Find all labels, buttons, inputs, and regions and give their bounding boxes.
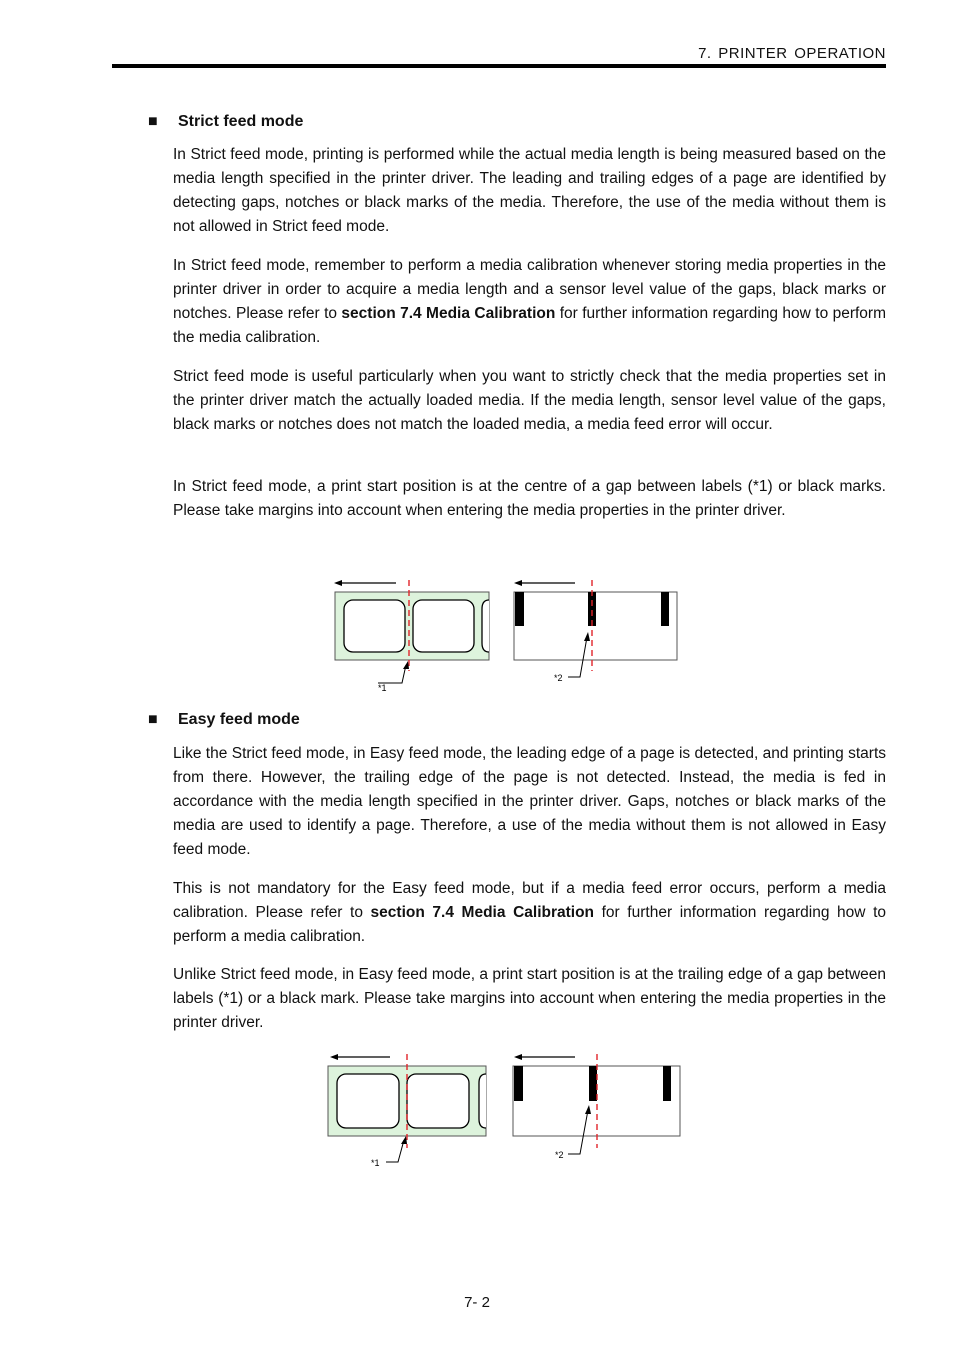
black-mark-media-diagram (514, 580, 677, 683)
black-mark-media-diagram (513, 1054, 680, 1160)
black-mark (663, 1066, 671, 1101)
easy-section-title (148, 711, 300, 729)
easy-p2-text-c: for further information regarding how to perform a media calibration. (173, 904, 887, 945)
feed-arrow-icon (330, 1054, 338, 1060)
strict-paragraph-4: In Strict feed mode, a print start position is at the centre of a gap between labels (*1) or black marks. Please take margins into account when entering the media properties in the printer driver. (173, 478, 886, 519)
header-rule (112, 64, 886, 68)
strict-media-figure (330, 575, 690, 695)
strict-section-title (148, 113, 303, 131)
strict-p2-section-ref: section 7.4 Media Calibration (341, 305, 556, 322)
easy-title-text: Easy feed mode (178, 711, 300, 728)
pointer-arrow-icon (401, 1136, 407, 1144)
chapter-header: 7. PRINTER OPERATION (698, 45, 886, 62)
label-shape (337, 1074, 399, 1128)
strict-title-text: Strict feed mode (178, 113, 304, 130)
easy-p2-text-a: This is not mandatory for the Easy feed mode, but if a media feed error occurs, perform a media calibration. Please refer to (173, 880, 886, 921)
easy-paragraph-3: Unlike Strict feed mode, in Easy feed mode, a print start position is at the trailing edge of a gap between labels (*1) or a black mark. Please take margins into account when entering the media properties in the printer driver. (173, 966, 886, 1031)
black-mark (589, 1066, 597, 1101)
black-mark (515, 592, 524, 626)
label-shape (407, 1074, 469, 1128)
label-media-diagram (328, 1054, 486, 1168)
easy-p2-section-ref: section 7.4 Media Calibration (370, 904, 595, 921)
square-bullet-icon: ■ (148, 711, 158, 728)
label-shape (344, 600, 405, 652)
strict-p2-text-a: In Strict feed mode, remember to perform a media calibration whenever storing media properties in the printer driver in order to acquire a media length and a sensor level value of the gaps, black marks or notches. Please refer to (173, 257, 886, 322)
strict-paragraph-3: Strict feed mode is useful particularly when you want to strictly check that the media properties set in the printer driver match the actually loaded media. If the media length, sensor level value of the gaps, black marks or notches does not match the loaded media, a media feed error will occur. (173, 368, 886, 433)
label-media-diagram (334, 580, 489, 693)
fig-label-2: *2 (555, 1150, 564, 1160)
label-shape (413, 600, 474, 652)
feed-arrow-icon (514, 580, 522, 586)
strict-p2-text-c: for further information regarding how to perform the media calibration. (173, 305, 887, 346)
pointer-arrow-icon (403, 661, 409, 669)
square-bullet-icon: ■ (148, 113, 158, 130)
easy-paragraph-2 (173, 877, 886, 949)
fig-label-2: *2 (554, 673, 563, 683)
feed-arrow-icon (514, 1054, 522, 1060)
fig-label-1: *1 (371, 1158, 380, 1168)
black-mark (514, 1066, 523, 1101)
easy-media-figure (322, 1048, 692, 1172)
strict-paragraph-2 (173, 254, 886, 350)
strict-paragraph-1: In Strict feed mode, printing is performed while the actual media length is being measured based on the media length specified in the printer driver. The leading and trailing edges of a page are identified by detecting gaps, notches or black marks of the media. Therefore, the use of the media without them is not allowed in Strict feed mode. (173, 146, 886, 235)
black-mark (661, 592, 669, 626)
easy-paragraph-1: Like the Strict feed mode, in Easy feed mode, the leading edge of a page is detected, and printing starts from there. However, the trailing edge of the page is not detected. Instead, the media is fed in accordance with the media length specified in the printer driver. Gaps, notches or black marks of the media are used to identify a page. Therefore, a use of the media without them is not allowed in Easy feed mode. (173, 745, 886, 858)
page-number: 7- 2 (464, 1294, 490, 1311)
fig-label-1: *1 (378, 683, 387, 693)
feed-arrow-icon (334, 580, 342, 586)
